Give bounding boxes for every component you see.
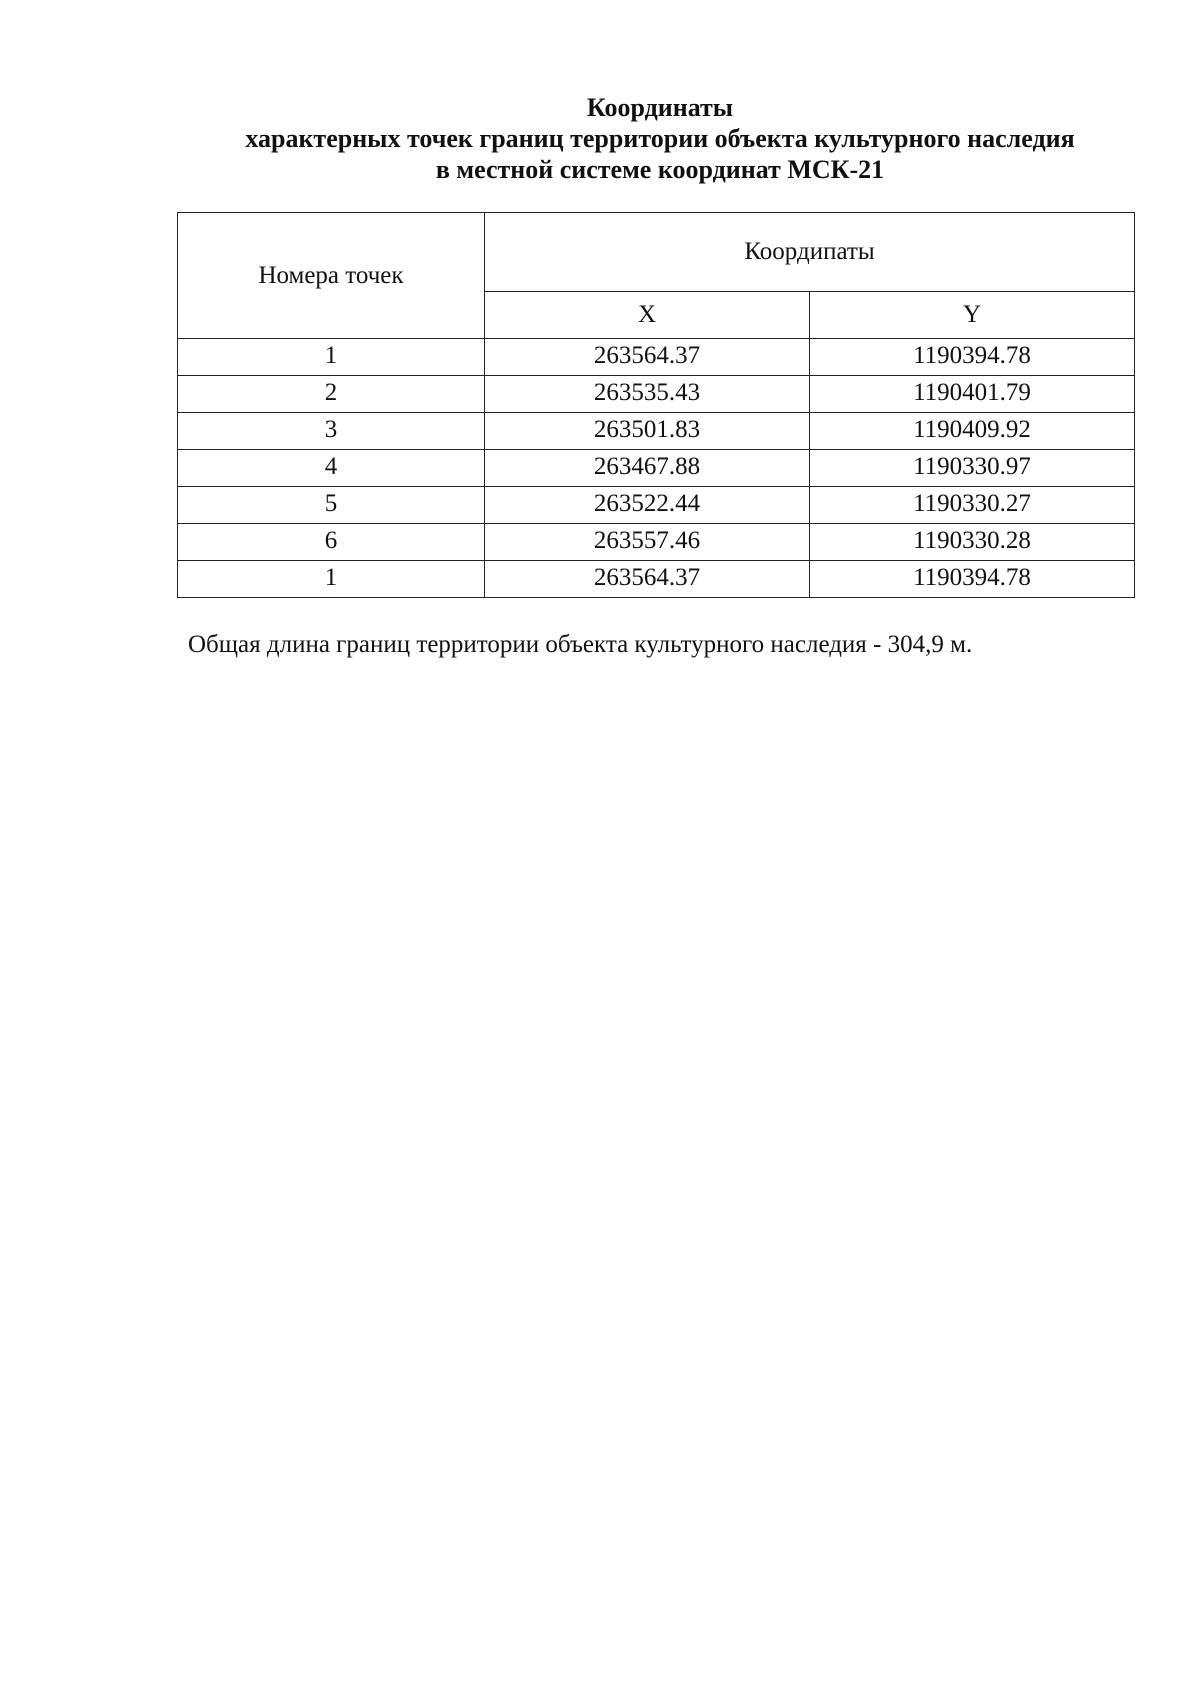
table-row [178, 413, 1135, 450]
cell-y: 1190330.27 [810, 487, 1135, 524]
cell-y: 1190330.97 [810, 450, 1135, 487]
cell-x: 263557.46 [485, 524, 810, 561]
cell-point: 1 [178, 339, 485, 376]
table-row [178, 450, 1135, 487]
header-coordinates: Коордипаты [485, 213, 1135, 292]
header-y: Y [810, 291, 1135, 338]
title-line-1: Координаты [586, 93, 734, 122]
cell-x: 263501.83 [485, 413, 810, 450]
table-row [178, 487, 1135, 524]
cell-point: 4 [178, 450, 485, 487]
cell-point: 5 [178, 487, 485, 524]
cell-point: 1 [178, 561, 485, 598]
table-row [178, 561, 1135, 598]
cell-x: 263564.37 [485, 339, 810, 376]
table-row [178, 376, 1135, 413]
cell-y: 1190394.78 [810, 339, 1135, 376]
cell-point: 3 [178, 413, 485, 450]
cell-y: 1190330.28 [810, 524, 1135, 561]
cell-x: 263564.37 [485, 561, 810, 598]
cell-y: 1190409.92 [810, 413, 1135, 450]
total-length-note: Общая длина границ территории объекта культурного наследия - 304,9 м. [188, 631, 973, 658]
cell-x: 263522.44 [485, 487, 810, 524]
cell-x: 263535.43 [485, 376, 810, 413]
title-line-3: в местной системе координат МСК-21 [435, 155, 885, 184]
cell-y: 1190401.79 [810, 376, 1135, 413]
cell-point: 2 [178, 376, 485, 413]
header-point-numbers: Номера точек [178, 213, 485, 339]
document-title [0, 92, 1200, 185]
cell-point: 6 [178, 524, 485, 561]
cell-x: 263467.88 [485, 450, 810, 487]
cell-y: 1190394.78 [810, 561, 1135, 598]
coordinates-table [177, 212, 1135, 598]
table-row [178, 339, 1135, 376]
header-x: X [485, 291, 810, 338]
table-row [178, 524, 1135, 561]
title-line-2: характерных точек границ территории объекта культурного наследия [245, 124, 1075, 153]
